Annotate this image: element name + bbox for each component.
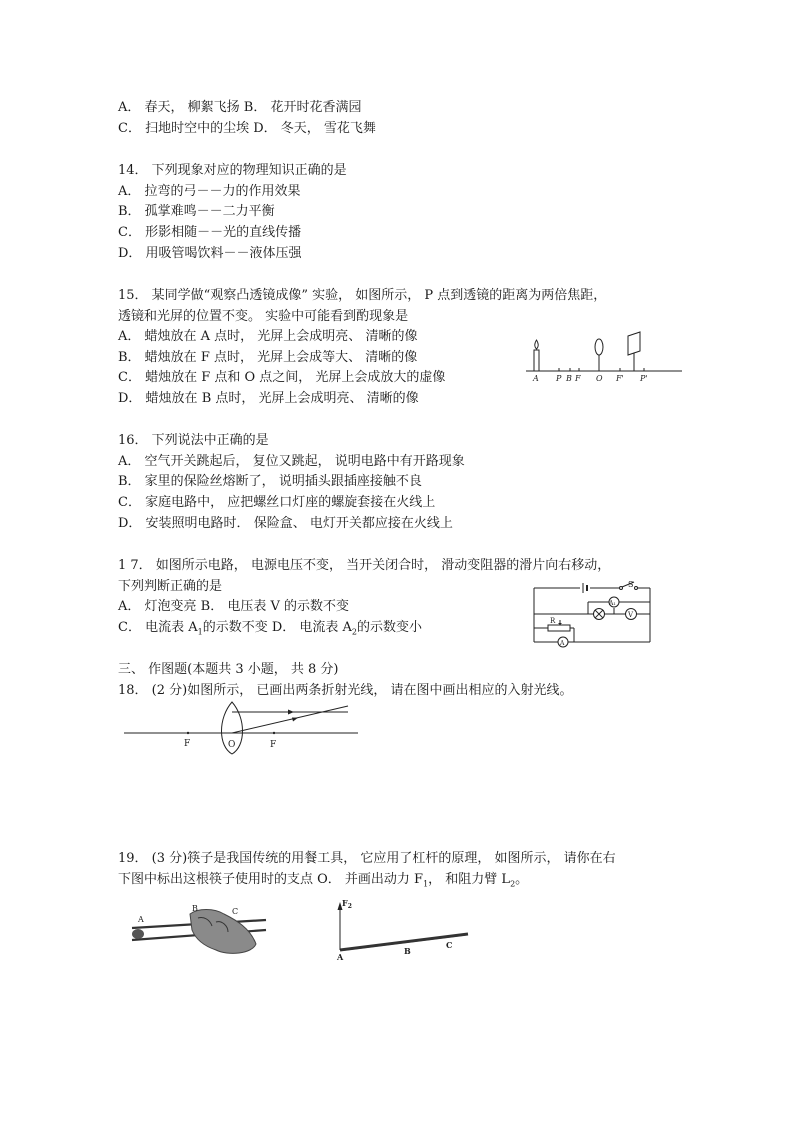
diagram-label-c: C — [446, 940, 453, 950]
q17-options-ab: A． 灯泡变亮 B． 电压表 V 的示数不变 — [118, 599, 349, 614]
q15-stem-line1: 15． 某同学做“观察凸透镜成像” 实验， 如图所示， P 点到透镜的距离为两倍焦距， — [118, 288, 607, 303]
q14-option-a: A． 拉弯的弓－－力的作用效果 — [118, 184, 301, 199]
rheostat-icon — [548, 625, 570, 631]
q16-option-b: B． 家里的保险丝熔断了， 说明插头跟插座接触不良 — [118, 474, 422, 489]
rheostat-label: R — [550, 617, 556, 625]
refracted-ray-through-focus — [232, 706, 348, 733]
q16-option-a: A． 空气开关跳起后， 复位又跳起， 说明电路中有开路现象 — [118, 454, 465, 469]
candle-icon — [534, 350, 539, 371]
label-o: O — [596, 374, 603, 383]
label-p: P — [556, 374, 562, 383]
voltmeter-label: V — [628, 611, 634, 619]
photo-label-b: B — [192, 904, 198, 913]
switch-label: S — [628, 580, 634, 589]
q19-chopstick-diagram — [328, 896, 478, 962]
q18-lens-figure — [122, 700, 362, 756]
label-f-prime: F' — [616, 374, 624, 383]
q15-stem-line2: 透镜和光屏的位置不变。 实验中可能看到酌现象是 — [118, 309, 409, 324]
focus-right-label: F — [270, 740, 277, 750]
optical-center-label: O — [228, 740, 236, 750]
q16-option-c: C． 家庭电路中， 应把螺丝口灯座的螺旋套接在火线上 — [118, 495, 436, 510]
q17-stem-line2: 下列判断正确的是 — [118, 579, 223, 594]
q14-option-d: D． 用吸管喝饮料－－液体压强 — [118, 246, 302, 261]
q15-option-b: B． 蜡烛放在 F 点时， 光屏上会成等大、 清晰的像 — [118, 350, 418, 365]
food-icon — [132, 929, 144, 939]
q13-options-cd: C． 扫地时空中的尘埃 D． 冬天， 雪花飞舞 — [118, 121, 376, 136]
q18-stem: 18． (2 分)如图所示， 已画出两条折射光线， 请在图中画出相应的入射光线。 — [118, 683, 573, 698]
q16-stem: 16． 下列说法中正确的是 — [118, 433, 269, 448]
screen-icon — [628, 332, 640, 355]
diagram-label-b: B — [404, 946, 411, 956]
q17-circuit-figure — [528, 580, 656, 650]
lens-icon — [595, 339, 603, 355]
q15-option-c: C． 蜡烛放在 F 点和 O 点之间， 光屏上会成放大的虚像 — [118, 370, 446, 385]
ammeter-a2-label: A — [560, 640, 565, 647]
label-p-prime: P' — [640, 374, 648, 383]
q19-stem-line1: 19． (3 分)筷子是我国传统的用餐工具， 它应用了杠杆的原理， 如图所示， 请你在右 — [118, 851, 616, 866]
q16-option-d: D． 安装照明电路时． 保险盒、 电灯开关都应接在火线上 — [118, 516, 453, 531]
ammeter-a1-label: A₁ — [609, 600, 616, 607]
q19-stem-line2: 下图中标出这根筷子使用时的支点 O． 并画出动力 $F_1$， 和阻力臂 $L_2$。 — [118, 872, 529, 889]
photo-label-c: C — [232, 907, 239, 916]
hand-icon — [190, 910, 256, 954]
flame-icon — [535, 340, 538, 349]
photo-label-a: A — [138, 915, 144, 924]
q15-lens-figure — [524, 326, 684, 384]
focus-left-label: F — [184, 739, 191, 749]
diagram-label-a: A — [337, 952, 344, 962]
q15-option-a: A． 蜡烛放在 A 点时， 光屏上会成明亮、 清晰的像 — [118, 329, 418, 344]
label-f: F — [575, 374, 581, 383]
force-f2-label: $F_2$ — [342, 898, 352, 910]
label-b: B — [566, 374, 572, 383]
q17-stem-line1: 1 7． 如图所示电路， 电源电压不变， 当开关闭合时， 滑动变阻器的滑片向右移动， — [118, 558, 611, 573]
q17-options-cd: C． 电流表 $A_1$的示数不变 D． 电流表 $A_2$的示数变小 — [118, 620, 423, 637]
section-3-title: 三、 作图题(本题共 3 小题， 共 8 分) — [118, 662, 339, 677]
label-a: A — [533, 374, 539, 383]
q14-stem: 14． 下列现象对应的物理知识正确的是 — [118, 163, 347, 178]
q19-chopsticks-photo — [128, 900, 270, 958]
q15-option-d: D． 蜡烛放在 B 点时， 光屏上会成明亮、 清晰的像 — [118, 391, 419, 406]
q14-option-b: B． 孤掌难鸣－－二力平衡 — [118, 204, 275, 219]
q14-option-c: C． 形影相随－－光的直线传播 — [118, 225, 302, 240]
q13-options-ab: A． 春天， 柳絮飞扬 B． 花开时花香满园 — [118, 100, 362, 115]
